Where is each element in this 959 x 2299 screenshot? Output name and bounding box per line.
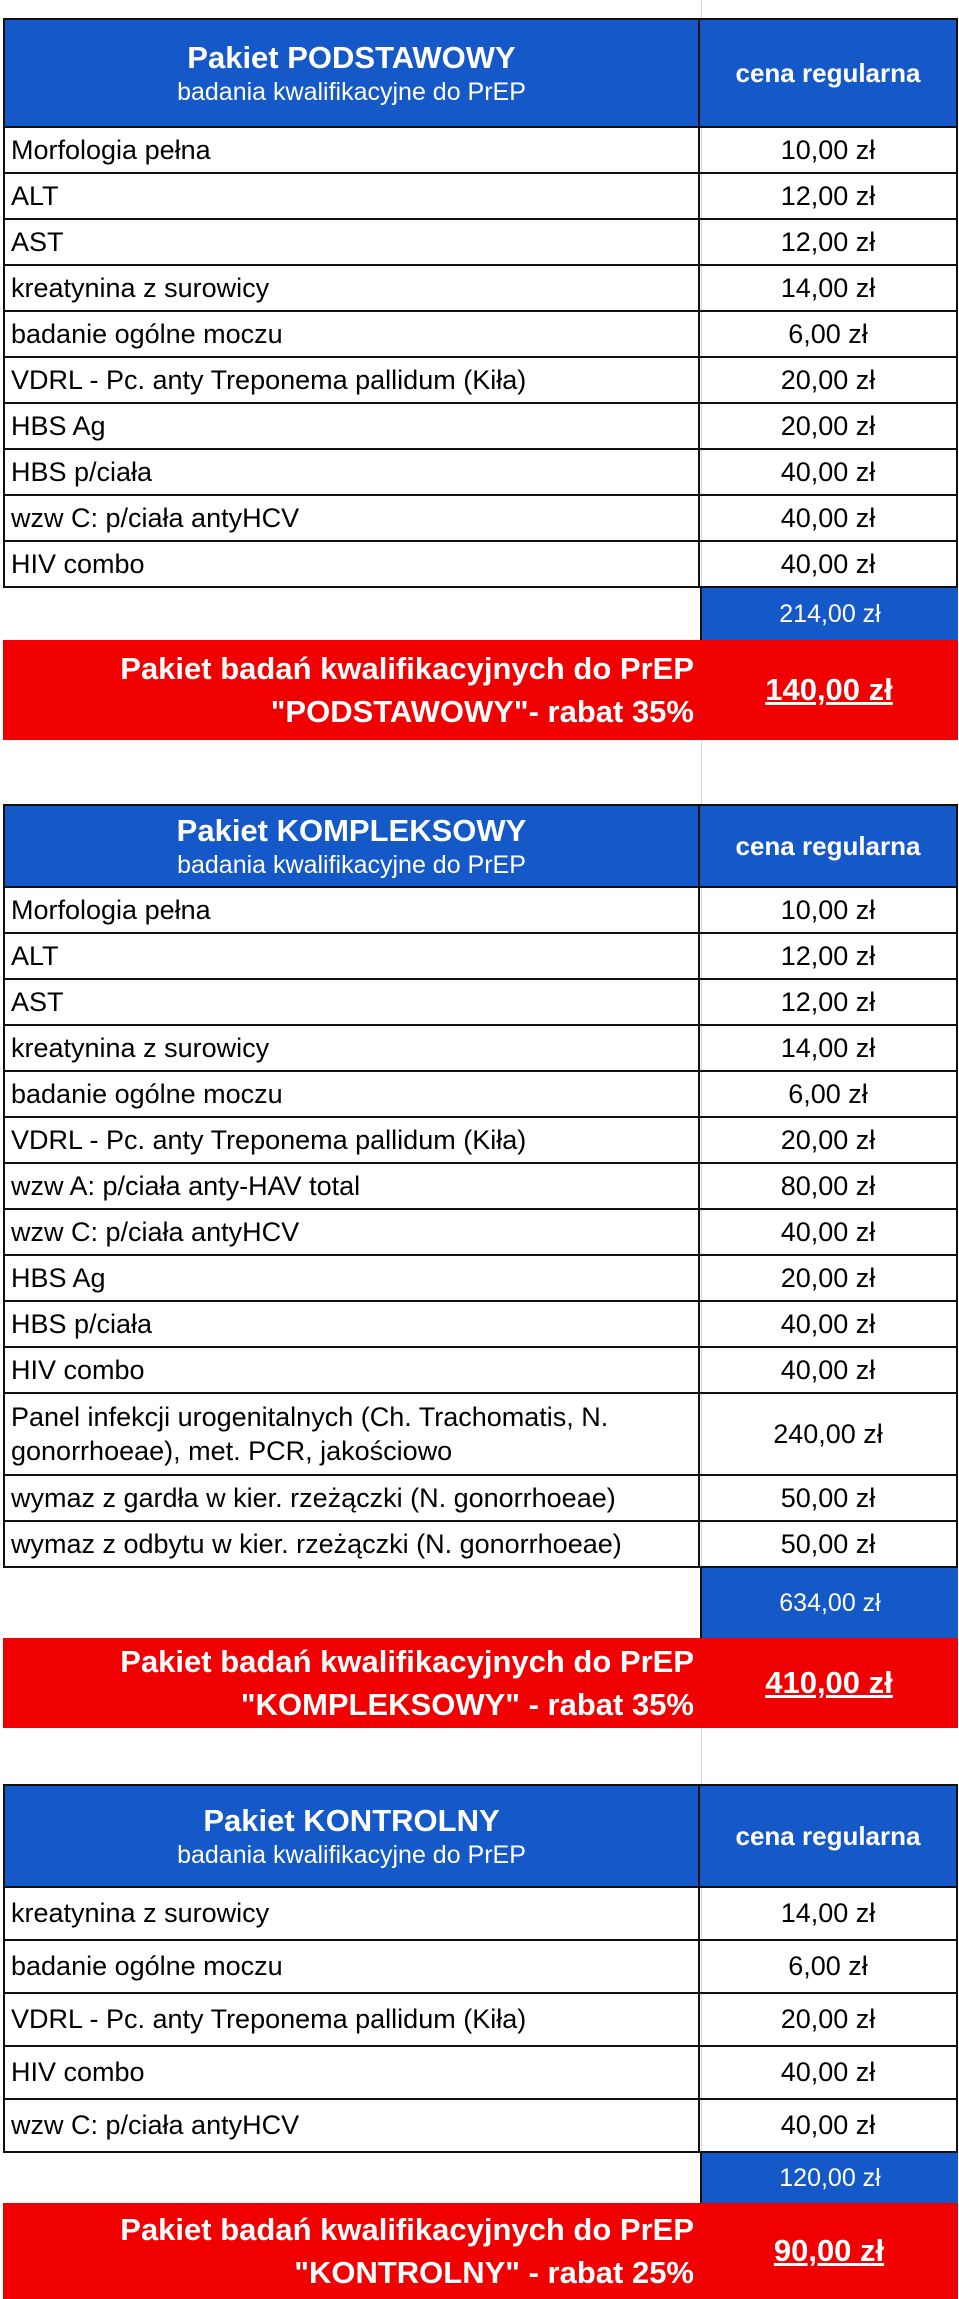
test-name: kreatynina z surowicy: [3, 266, 700, 312]
table-row: [3, 1118, 958, 1164]
total-row: [3, 2153, 958, 2203]
test-name: wzw A: p/ciała anty-HAV total: [3, 1164, 700, 1210]
table-row: [3, 1210, 958, 1256]
table-row: [3, 1256, 958, 1302]
package-title: Pakiet KOMPLEKSOWY: [176, 813, 527, 848]
table-row: [3, 450, 958, 496]
discount-label-line2: "KONTROLNY" - rabat 25%: [294, 2255, 694, 2290]
package-title-cell: [3, 18, 700, 128]
package-title: Pakiet PODSTAWOWY: [187, 40, 516, 75]
test-name: VDRL - Pc. anty Treponema pallidum (Kiła): [3, 1118, 700, 1164]
table-row: [3, 358, 958, 404]
table-row: [3, 1476, 958, 1522]
discount-label-line1: Pakiet badań kwalifikacyjnych do PrEP: [120, 651, 694, 686]
test-name: Morfologia pełna: [3, 128, 700, 174]
test-name: AST: [3, 220, 700, 266]
test-price: 20,00 zł: [700, 1118, 958, 1164]
test-price: 6,00 zł: [700, 1072, 958, 1118]
discount-label: [3, 640, 700, 740]
table-row: [3, 312, 958, 358]
table-row: [3, 220, 958, 266]
discount-row: [3, 1638, 958, 1728]
discount-price: 140,00 zł: [765, 672, 893, 707]
test-name: HBS Ag: [3, 1256, 700, 1302]
test-price: 12,00 zł: [700, 934, 958, 980]
test-name: ALT: [3, 934, 700, 980]
test-price: 40,00 zł: [700, 496, 958, 542]
test-name: HIV combo: [3, 2047, 700, 2100]
discount-label-line2: "PODSTAWOWY"- rabat 35%: [270, 694, 694, 729]
table-row: [3, 174, 958, 220]
package-title: Pakiet KONTROLNY: [203, 1803, 500, 1838]
table-row: [3, 1888, 958, 1941]
test-price: 12,00 zł: [700, 174, 958, 220]
test-name: HBS p/ciała: [3, 1302, 700, 1348]
discount-price: 410,00 zł: [765, 1665, 893, 1700]
discount-price: 90,00 zł: [773, 2233, 885, 2268]
table-row: [3, 1394, 958, 1476]
table-row: [3, 1072, 958, 1118]
test-price: 40,00 zł: [700, 1302, 958, 1348]
package-subtitle: badania kwalifikacyjne do PrEP: [177, 78, 526, 106]
test-price: 6,00 zł: [700, 312, 958, 358]
package-header: [3, 18, 958, 128]
test-price: 20,00 zł: [700, 1256, 958, 1302]
test-name: HBS Ag: [3, 404, 700, 450]
test-price: 10,00 zł: [700, 888, 958, 934]
test-name: Panel infekcji urogenitalnych (Ch. Trachomatis, N. gonorrhoeae), met. PCR, jakościowo: [3, 1394, 700, 1476]
package-title-cell: [3, 804, 700, 888]
test-name: badanie ogólne moczu: [3, 1072, 700, 1118]
test-name: HIV combo: [3, 542, 700, 588]
test-price: 40,00 zł: [700, 450, 958, 496]
package-subtitle: badania kwalifikacyjne do PrEP: [177, 851, 526, 879]
test-name: badanie ogólne moczu: [3, 1941, 700, 1994]
test-name: kreatynina z surowicy: [3, 1026, 700, 1072]
discount-label-line1: Pakiet badań kwalifikacyjnych do PrEP: [120, 2212, 694, 2247]
table-row: [3, 542, 958, 588]
table-row: [3, 934, 958, 980]
table-row: [3, 1302, 958, 1348]
package-subtitle: badania kwalifikacyjne do PrEP: [177, 1841, 526, 1869]
table-row: [3, 1348, 958, 1394]
package-header: [3, 804, 958, 888]
test-name: kreatynina z surowicy: [3, 1888, 700, 1941]
discount-label-line1: Pakiet badań kwalifikacyjnych do PrEP: [120, 1644, 694, 1679]
test-price: 40,00 zł: [700, 2100, 958, 2153]
test-price: 14,00 zł: [700, 1026, 958, 1072]
test-price: 12,00 zł: [700, 980, 958, 1026]
price-column-header: cena regularna: [700, 1784, 958, 1888]
package-podstawowy: [3, 18, 958, 740]
package-kontrolny: [3, 1784, 958, 2299]
test-price: 240,00 zł: [700, 1394, 958, 1476]
regular-total: 634,00 zł: [700, 1568, 958, 1638]
test-price: 10,00 zł: [700, 128, 958, 174]
test-price: 20,00 zł: [700, 404, 958, 450]
discount-label: [3, 2203, 700, 2299]
table-row: [3, 1522, 958, 1568]
table-row: [3, 1941, 958, 1994]
package-kompleksowy: [3, 804, 958, 1728]
total-row: [3, 1568, 958, 1638]
test-name: Morfologia pełna: [3, 888, 700, 934]
test-name: wzw C: p/ciała antyHCV: [3, 496, 700, 542]
test-name: wymaz z odbytu w kier. rzeżączki (N. gonorrhoeae): [3, 1522, 700, 1568]
discount-row: [3, 640, 958, 740]
discount-label-line2: "KOMPLEKSOWY" - rabat 35%: [240, 1687, 694, 1722]
package-title-cell: [3, 1784, 700, 1888]
table-row: [3, 496, 958, 542]
table-row: [3, 2047, 958, 2100]
total-row: [3, 588, 958, 640]
test-name: wymaz z gardła w kier. rzeżączki (N. gonorrhoeae): [3, 1476, 700, 1522]
discount-label: [3, 1638, 700, 1728]
price-column-header: cena regularna: [700, 18, 958, 128]
test-price: 40,00 zł: [700, 542, 958, 588]
table-row: [3, 404, 958, 450]
test-name: VDRL - Pc. anty Treponema pallidum (Kiła): [3, 358, 700, 404]
table-row: [3, 1164, 958, 1210]
price-column-header: cena regularna: [700, 804, 958, 888]
table-row: [3, 1994, 958, 2047]
table-row: [3, 1026, 958, 1072]
table-row: [3, 888, 958, 934]
table-row: [3, 128, 958, 174]
test-price: 40,00 zł: [700, 1210, 958, 1256]
test-price: 14,00 zł: [700, 1888, 958, 1941]
test-price: 40,00 zł: [700, 2047, 958, 2100]
test-price: 40,00 zł: [700, 1348, 958, 1394]
discount-row: [3, 2203, 958, 2299]
table-row: [3, 266, 958, 312]
regular-total: 214,00 zł: [700, 588, 958, 640]
test-name: wzw C: p/ciała antyHCV: [3, 1210, 700, 1256]
test-price: 12,00 zł: [700, 220, 958, 266]
test-name: ALT: [3, 174, 700, 220]
table-row: [3, 2100, 958, 2153]
test-name: AST: [3, 980, 700, 1026]
test-name: wzw C: p/ciała antyHCV: [3, 2100, 700, 2153]
package-header: [3, 1784, 958, 1888]
table-row: [3, 980, 958, 1026]
test-name: VDRL - Pc. anty Treponema pallidum (Kiła): [3, 1994, 700, 2047]
test-price: 20,00 zł: [700, 1994, 958, 2047]
test-price: 50,00 zł: [700, 1522, 958, 1568]
test-price: 50,00 zł: [700, 1476, 958, 1522]
test-name: HBS p/ciała: [3, 450, 700, 496]
test-price: 14,00 zł: [700, 266, 958, 312]
test-name: badanie ogólne moczu: [3, 312, 700, 358]
test-name: HIV combo: [3, 1348, 700, 1394]
test-price: 6,00 zł: [700, 1941, 958, 1994]
regular-total: 120,00 zł: [700, 2153, 958, 2203]
test-price: 20,00 zł: [700, 358, 958, 404]
test-price: 80,00 zł: [700, 1164, 958, 1210]
